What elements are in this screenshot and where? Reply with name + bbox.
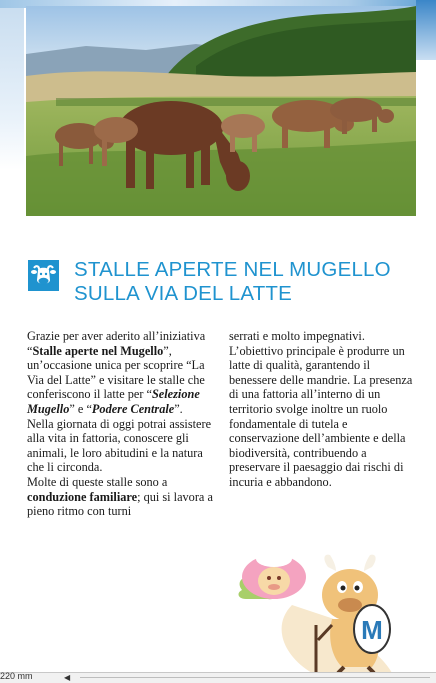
cow-mascot-illustration: [232, 545, 422, 675]
title-line-1: STALLE APERTE NEL MUGELLO: [74, 258, 391, 281]
paragraph-objective: L’obiettivo principale è produrre un latte di qualità, garantendo il benessere delle mandrie. La presenza di una fattoria all’interno di un territorio svolge inoltre un ruolo fondamentale di tutela e conservazione dell’ambiente e della biodiversità, contribuendo a preservare il paesaggio dai rischi di incuria e abbandono.: [229, 343, 413, 489]
cow-head-icon: [28, 260, 59, 291]
cows-pasture-photo: [26, 6, 416, 216]
status-bar: [0, 672, 436, 683]
ruler-measurement: 220 mm: [0, 671, 33, 681]
text-run: Molte di queste stalle sono a: [27, 474, 168, 489]
text-run: ; qui si lavora a pieno ritmo con turni: [27, 489, 213, 519]
section-header: [28, 258, 428, 308]
paragraph-continued: serrati e molto impegnativi.: [229, 329, 365, 343]
text-run: ”, un’occasione unica per scoprire “La Via del Latte” e visitare le stalle che conferiscono il latte per “: [27, 343, 205, 402]
chevron-left-icon[interactable]: ◀: [64, 673, 71, 682]
text-run-bold: Stalle aperte nel Mugello: [32, 343, 164, 358]
horizontal-scrollbar[interactable]: [80, 677, 430, 678]
paragraph-family-farms: [27, 475, 219, 519]
paragraph-intro: [27, 329, 219, 417]
text-run-bold-italic: Selezione Mugello: [27, 387, 200, 416]
text-run: ”.: [174, 401, 183, 416]
text-run-bold-italic: Podere Centrale: [91, 401, 175, 416]
text-column-right: [229, 329, 419, 490]
text-run: ” e “: [69, 401, 92, 416]
mascot-badge-letter: M: [361, 615, 383, 645]
page-edge-decoration-right: [416, 0, 436, 60]
text-column-left: [27, 329, 219, 519]
page-edge-decoration-left: [0, 0, 24, 170]
title-line-2: SULLA VIA DEL LATTE: [74, 282, 293, 305]
text-run: Grazie per aver aderito all’iniziativa “: [27, 329, 206, 358]
text-run-bold: conduzione familiare: [27, 489, 138, 504]
paragraph-visit: Nella giornata di oggi potrai assistere alla vita in fattoria, conoscere gli animali, le loro abitudini e la natura che li circonda.: [27, 416, 212, 475]
page-title: [74, 258, 391, 306]
